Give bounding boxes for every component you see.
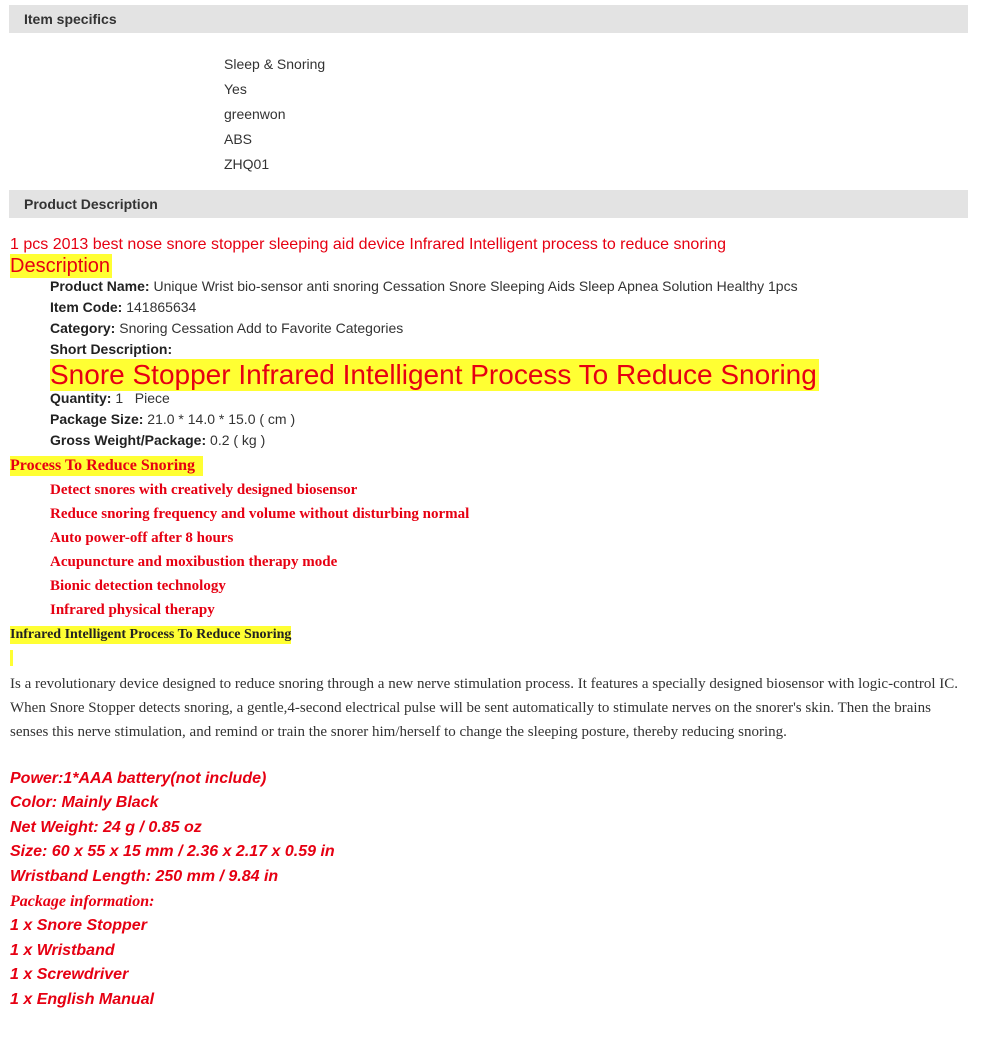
spec-line-color: Color: Mainly Black	[10, 794, 159, 811]
feature-item: Detect snores with creatively designed biosensor	[50, 482, 358, 498]
feature-item: Reduce snoring frequency and volume without disturbing normal	[50, 506, 470, 522]
product-name-value: Unique Wrist bio-sensor anti snoring Cessation Snore Sleeping Aids Sleep Apnea Solution Healthy 1pcs	[153, 278, 798, 294]
short-description-value: Snore Stopper Infrared Intelligent Process To Reduce Snoring	[50, 359, 817, 390]
package-item: 1 x English Manual	[10, 991, 155, 1008]
process-heading: Process To Reduce Snoring	[10, 456, 203, 476]
quantity-line	[50, 390, 170, 406]
short-description-line	[50, 341, 172, 357]
description-heading: Description	[10, 255, 111, 277]
gross-weight-label: Gross Weight/Package:	[50, 432, 207, 448]
product-name-line	[50, 278, 798, 294]
category-label: Category:	[50, 320, 116, 336]
highlight-cursor-mark	[10, 650, 13, 666]
item-code-label: Item Code:	[50, 299, 123, 315]
quantity-label: Quantity:	[50, 390, 112, 406]
category-value: Snoring Cessation Add to Favorite Categories	[119, 320, 404, 336]
spec-value: ZHQ01	[224, 156, 270, 172]
category-line	[50, 320, 403, 336]
spec-line-size: Size: 60 x 55 x 15 mm / 2.36 x 2.17 x 0.59 in	[10, 843, 335, 860]
spec-line-power: Power:1*AAA battery(not include)	[10, 770, 267, 787]
spec-value: Sleep & Snoring	[224, 56, 326, 72]
short-description-label: Short Description:	[50, 341, 173, 357]
feature-item: Infrared physical therapy	[50, 602, 215, 618]
item-code-value: 141865634	[126, 299, 197, 315]
item-specifics-title: Item specifics	[24, 11, 117, 27]
product-name-label: Product Name:	[50, 278, 150, 294]
item-specifics-header	[9, 5, 968, 33]
item-code-line	[50, 299, 196, 315]
product-headline: 1 pcs 2013 best nose snore stopper sleeping aid device Infrared Intelligent process to reduce snoring	[10, 236, 726, 253]
product-description-title: Product Description	[24, 196, 158, 212]
package-size-line	[50, 411, 295, 427]
feature-item: Auto power-off after 8 hours	[50, 530, 234, 546]
package-size-value: 21.0 * 14.0 * 15.0 ( cm )	[147, 411, 296, 427]
package-item: 1 x Screwdriver	[10, 966, 129, 983]
spec-value: Yes	[224, 81, 247, 97]
gross-weight-value: 0.2 ( kg )	[210, 432, 266, 448]
package-item: 1 x Snore Stopper	[10, 917, 147, 934]
spec-line-net-weight: Net Weight: 24 g / 0.85 oz	[10, 819, 202, 836]
product-paragraph: Is a revolutionary device designed to reduce snoring through a new nerve stimulation process. It features a specially designed biosensor with logic-control IC. When Snore Stopper detects snoring, a gentle,4-second electrical pulse will be sent automatically to stimulate nerves on the snorer's skin. Then the brains senses this nerve stimulation, and remind or train the snorer him/herself to change the sleeping posture, thereby reducing snoring.	[10, 676, 959, 740]
spec-value: ABS	[224, 131, 253, 147]
quantity-value: 1 Piece	[115, 390, 170, 406]
package-info-heading: Package information:	[10, 893, 155, 910]
package-size-label: Package Size:	[50, 411, 144, 427]
gross-weight-line	[50, 432, 265, 448]
spec-line-wristband: Wristband Length: 250 mm / 9.84 in	[10, 868, 279, 885]
package-item: 1 x Wristband	[10, 942, 115, 959]
feature-item: Bionic detection technology	[50, 578, 226, 594]
product-description-header	[9, 190, 968, 218]
infrared-heading: Infrared Intelligent Process To Reduce Snoring	[10, 627, 292, 642]
spec-value: greenwon	[224, 106, 286, 122]
feature-item: Acupuncture and moxibustion therapy mode	[50, 554, 338, 570]
